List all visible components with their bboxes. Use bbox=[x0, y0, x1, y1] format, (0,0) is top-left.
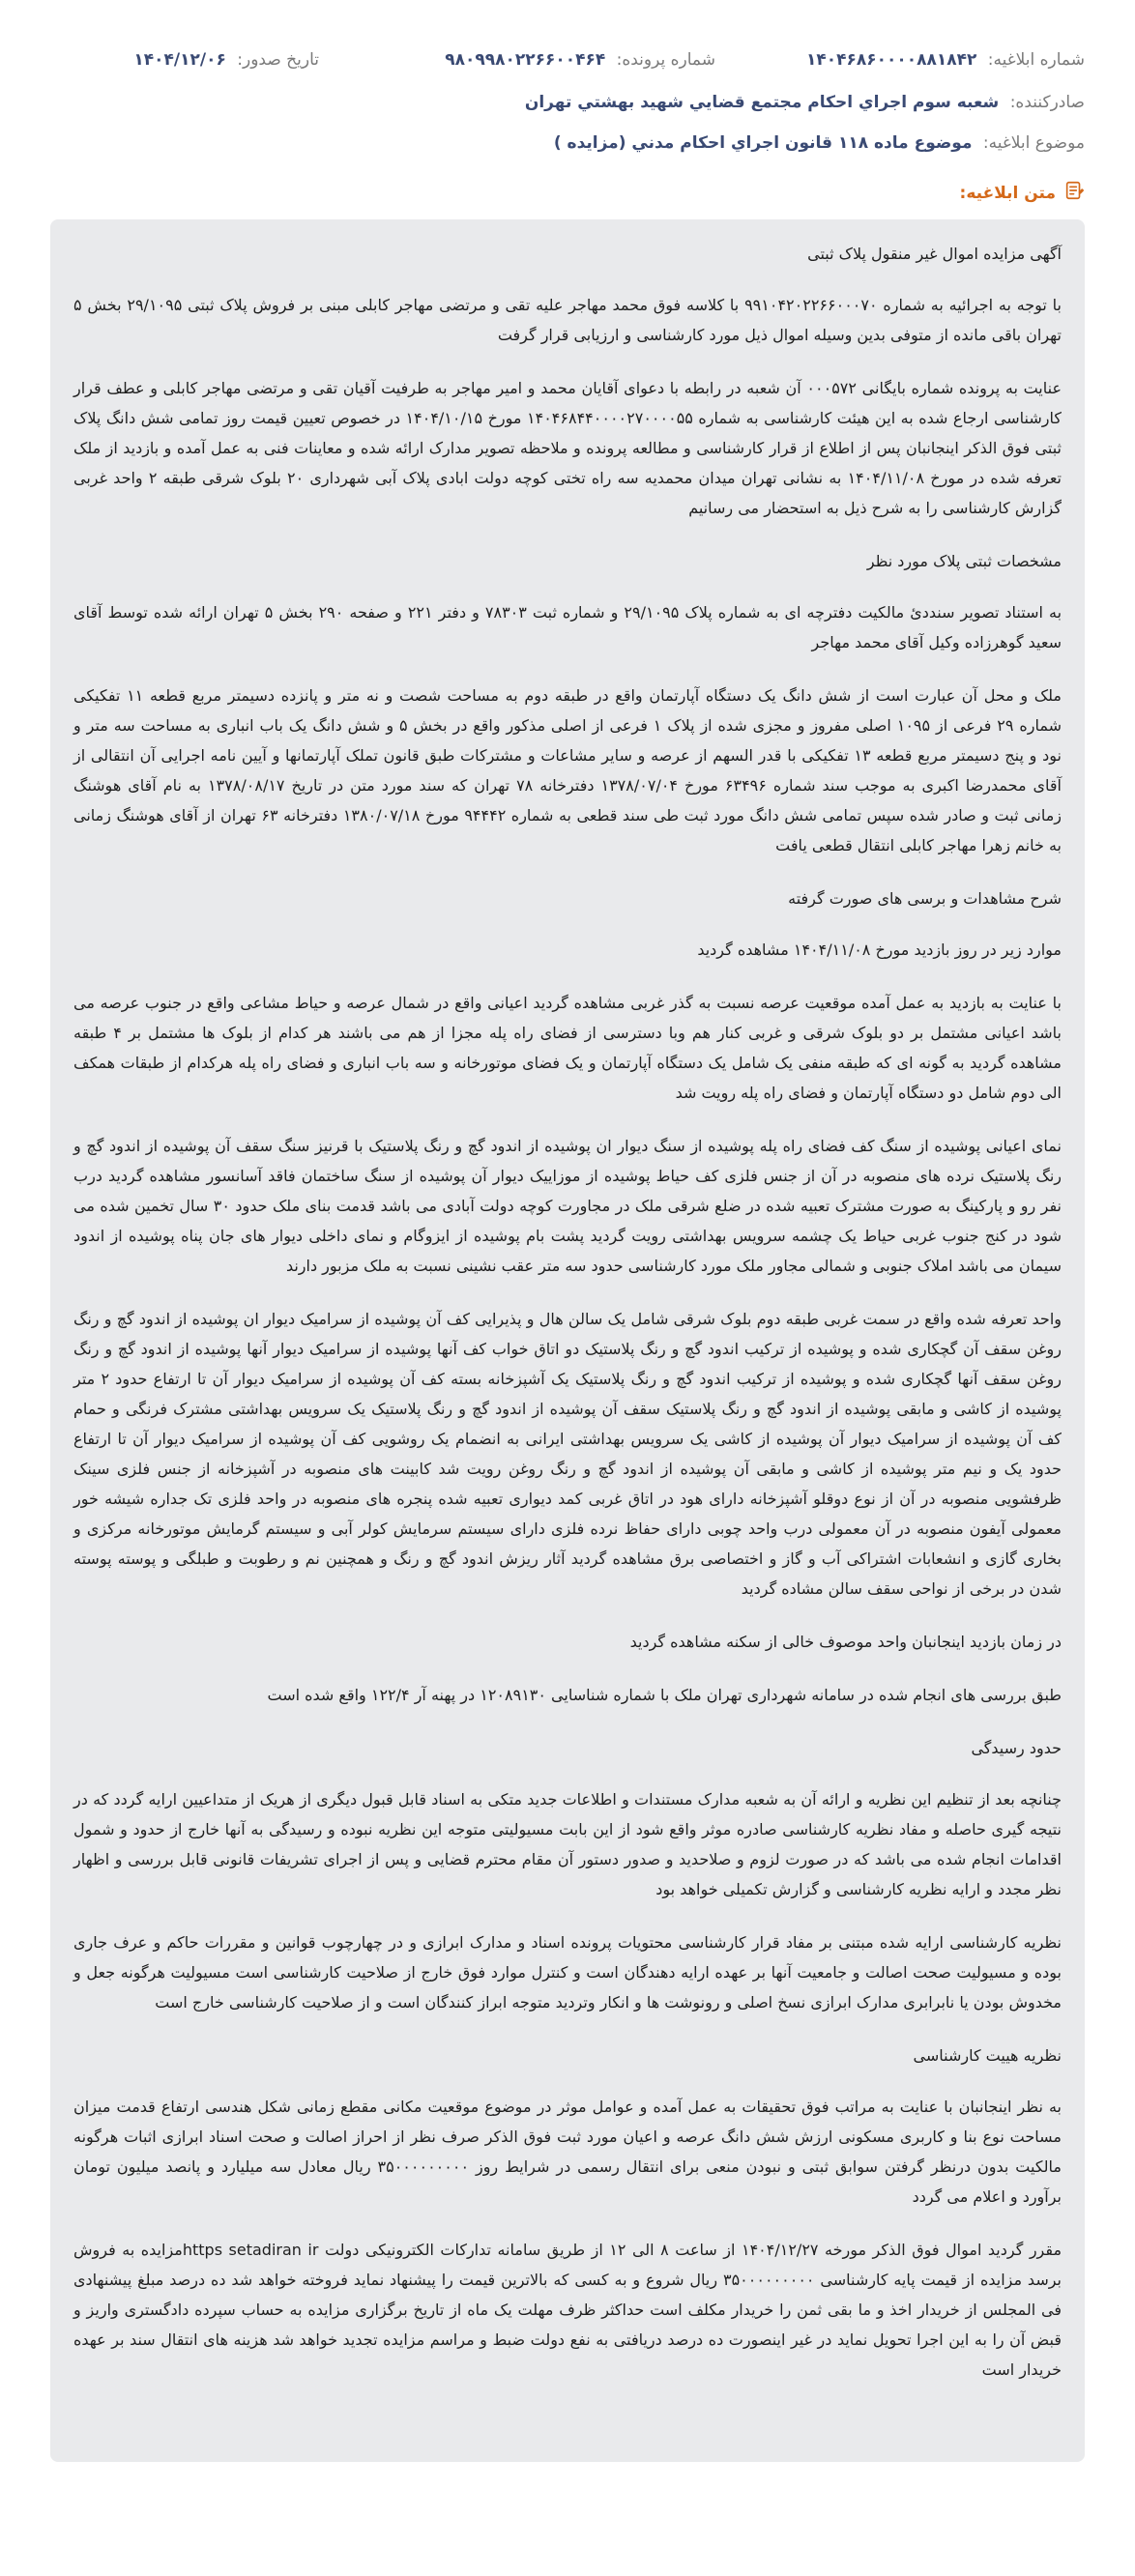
paragraph-title: آگهی مزایده اموال غیر منقول پلاک ثبتی bbox=[807, 245, 1062, 263]
issuer bbox=[50, 93, 1085, 112]
notice-body bbox=[50, 219, 1085, 2462]
paragraph: موارد زیر در روز بازدید مورخ ۱۴۰۴/۱۱/۰۸ مشاهده گردید bbox=[697, 941, 1062, 959]
paragraph: در زمان بازدید اینجانبان واحد موصوف خالی از سکنه مشاهده گردید bbox=[629, 1633, 1062, 1651]
paragraph: نظریه کارشناسی ارایه شده مبتنی بر مفاد قرار کارشناسی محتویات پرونده اسناد و مدارک ابرازی و در چهارچوب قوانین و مقررات حاکم و عرف جاری بوده و مسیولیت صحت اصالت و جامعیت آنها بر عهده ارایه دهندگان است و کنترل موارد فوق خارج از صلاحیت کارشناسی است مسیولیت هرگونه جعل و مخدوش بودن یا نابرابری مدارک ابرازی نسخ اصلی و رونوشت ها و انکار وتردید متوجه ابراز کنندگان است و از صلاحیت کارشناسی خارج است bbox=[73, 1933, 1062, 2012]
paragraph: ملک و محل آن عبارت است از شش دانگ یک دستگاه آپارتمان واقع در طبقه دوم به مساحت شصت و نه متر و پانزده دسیمتر مربع قطعه ۱۱ تفکیکی شماره ۲۹ فرعی از ۱۰۹۵ اصلی مفروز و مجزی شده از پلاک ۱ فرعی از اصلی مذکور واقع در بخش ۵ و شش دانگ یک باب انباری به مساحت سه متر و نود و پنج دسیمتر مربع قطعه ۱۳ تفکیکی با قدر السهم از عرصه و سایر مشاعات و مشترکات طبق قانون تملک آپارتمانها و آیین نامه اجرایی آن انتقالی از آقای محمدرضا اکبری به موجب سند شماره ۶۳۴۹۶ مورخ ۱۳۷۸/۰۷/۰۴ دفترخانه ۷۸ تهران که سند مورد متن در تاریخ ۱۳۷۸/۰۸/۱۷ به نام آقای هوشنگ زمانی ثبت و صادر شده سپس تمامی شش دانگ مورد ثبت طی سند قطعی به شماره ۹۴۴۴۲ مورخ ۱۳۸۰/۰۷/۱۸ دفترخانه ۶۳ تهران از آقای هوشنگ زمانی به خانم زهرا مهاجر کابلی انتقال قطعی یافت bbox=[73, 686, 1062, 854]
paragraph: چنانچه بعد از تنظیم این نظریه و ارائه آن به شعبه مدارک مستندات و اطلاعات جدید متکی به اسناد قابل قبول دیگری از هریک از متداعیین ارایه گردد که در نتیجه گیری حاصله و مفاد نظریه کارشناسی صادره موثر واقع شود از این بابت مسیولیتی متوجه این نظریه نبوده و رسیدگی به آنها خارج از حدود و شمول اقدامات انجام شده می باشد که در صورت لزوم و صلاحدید و صدور دستور آن مقام محترم قضایی و پس از اجرای تشریفات قانونی قابل بررسی و اظهار نظر مجدد و ارایه نظریه کارشناسی و گزارش تکمیلی خواهد بود bbox=[73, 1790, 1062, 1898]
paragraph: طبق بررسی های انجام شده در سامانه شهرداری تهران ملک با شماره شناسایی ۱۲۰۸۹۱۳۰ در پهنه آر ۱۲۲/۴ واقع شده است bbox=[267, 1686, 1062, 1704]
paragraph-heading: شرح مشاهدات و برسی های صورت گرفته bbox=[788, 889, 1062, 908]
subject bbox=[50, 133, 1085, 153]
document-icon bbox=[1063, 180, 1085, 206]
issuer-label: صادرکننده: bbox=[1009, 93, 1085, 112]
paragraph-heading: مشخصات ثبتی پلاک مورد نظر bbox=[866, 552, 1062, 570]
issuer-value: شعبه سوم اجراي احکام مجتمع قضايي شهيد بهشتي تهران bbox=[524, 93, 1000, 112]
paragraph: واحد تعرفه شده واقع در سمت غربی طبقه دوم بلوک شرقی شامل یک سالن هال و پذیرایی کف آن پوشیده از سرامیک دیوار ان پوشیده از اندود گچ و رنگ روغن سقف آن گچکاری شده و پوشیده از ترکیب اندود گچ و رنگ پلاستیک دو اتاق خواب کف آنها پوشیده از سرامیک دیوار آنها پوشیده از اندود گچ و رنگ روغن سقف آنها گچکاری شده و پوشیده از ترکیب اندود گچ و رنگ پلاستیک یک آشپزخانه بسته کف آن پوشیده از سرامیک دیوار آن تا ارتفاع حدود ۲ متر پوشیده از کاشی و مابقی پوشیده از اندود گچ و رنگ پلاستیک سقف آن پوشیده از اندود گچ و رنگ پلاستیک یک سرویس بهداشتی مشترک فرنگی و حمام کف آن پوشیده از سرامیک دیوار آن پوشیده از کاشی یک سرویس بهداشتی ایرانی به انضمام یک روشویی کف آن پوشیده از سرامیک دیوار آن تا ارتفاع حدود یک و نیم متر پوشیده از کاشی و مابقی آن پوشیده از اندود گچ و رنگ روغن رویت شد کابینت های منصوبه در آشپزخانه از جنس فلزی سینک ظرفشویی منصوبه در آن از نوع دوقلو آشپزخانه دارای هود در اتاق غربی کمد دیواری تعبیه شده پنجره های منصوبه در واحد فلزی تک جداره شیشه خور معمولی آیفون منصوبه در آن معمولی درب واحد چوبی دارای حفاظ نرده فلزی دارای سیستم سرمایش کولر آبی و سیستم گرمایش موتورخانه مرکزی و بخاری گازی و انشعابات اشتراکی آب و گاز و اختصاصی برق مشاهده گردید آثار ریزش اندود گچ و رنگ و همچنین نم و رطوبت و طبلگی و پوسته پوسته شدن در برخی از نواحی سقف سالن مشاده گردید bbox=[73, 1310, 1062, 1598]
case-number-label: شماره پرونده: bbox=[616, 50, 715, 70]
paragraph: با عنایت به بازدید به عمل آمده موقعیت عرصه نسبت به گذر غربی مشاهده گردید اعیانی واقع در شمال عرصه و حیاط مشاعی واقع در جنوب عرصه می باشد اعیانی مشتمل بر دو بلوک شرقی و غربی کنار هم وبا دسترسی از فضای راه پله مجزا از هم می باشند هر کدام از بلوک ها مشتمل بر ۴ طبقه مشاهده گردید به گونه ای که طبقه منفی یک شامل یک دستگاه آپارتمان و یک فضای موتورخانه و سه باب انباری و فضای راه پله هرکدام از طبقات همکف الی دوم شامل دو دستگاه آپارتمان و فضای راه پله رویت شد bbox=[73, 994, 1062, 1102]
paragraph: مقرر گردید اموال فوق الذکر مورخه ۱۴۰۴/۱۲/۲۷ از ساعت ۸ الی ۱۲ از طریق سامانه تدارکات الکترونیکی دولت https setadiran irمزایده به فروش برسد مزایده از قیمت پایه کارشناسی ۳۵۰۰۰۰۰۰۰۰۰ ریال شروع و به کسی که بالاترین قیمت را پیشنهاد نماید فروخته خواهد شد ده درصد مبلغ پیشنهادی فی المجلس از خریدار اخذ و ما بقی ثمن را خریدار مکلف است حداکثر ظرف مهلت یک ماه از تاریخ برگزاری مزایده به حساب سپرده دادگستری واریز و قبض آن را به این اجرا تحویل نماید در غیر اینصورت ده درصد دریافتی به نفع دولت ضبط و مراسم مزایده تجدید خواهد شد هزینه های انتقال سند بر عهده خریدار است bbox=[73, 2241, 1062, 2379]
case-number bbox=[319, 50, 715, 70]
paragraph: نمای اعیانی پوشیده از سنگ کف فضای راه پله پوشیده از سنگ دیوار ان پوشیده از اندود گچ و رنگ پلاستیک با قرنیز سنگ سقف آن پوشیده از اندود گچ و رنگ پلاستیک نرده های منصوبه در آن از جنس فلزی کف حیاط پوشیده از موزاییک دیوار آن پوشیده از سنگ ساختمان فاقد آسانسور مشاهده گردید درب نفر رو و پارکینگ به صورت مشترک تعبیه شده در ضلع شرقی ملک در مجاورت کوچه دولت آبادی می باشد قدمت بنای ملک حدود ۳۰ سال تخمین شده می شود در کنج جنوب غربی حیاط یک چشمه سرویس بهداشتی رویت گردید پشت بام پوشیده از ایزوگام و نمای داخلی دیوار های جان پناه پوشیده از اندود سیمان می باشد املاک جنوبی و شمالی مجاور ملک مورد کارشناسی حدود سه متر عقب نشینی نسبت به ملک مزبور دارند bbox=[73, 1137, 1062, 1275]
notice-text-heading bbox=[50, 180, 1085, 206]
issue-date-label: تاریخ صدور: bbox=[237, 50, 319, 70]
issue-date bbox=[133, 50, 319, 70]
case-number-value: ۹۸۰۹۹۸۰۲۲۶۶۰۰۴۶۴ bbox=[445, 50, 606, 70]
notice-number-value: ۱۴۰۴۶۸۶۰۰۰۰۸۸۱۸۴۲ bbox=[805, 50, 977, 70]
meta-row bbox=[50, 50, 1085, 70]
notice-number-label: شماره ابلاغیه: bbox=[987, 50, 1085, 70]
issue-date-value: ۱۴۰۴/۱۲/۰۶ bbox=[133, 50, 226, 70]
paragraph: به نظر اینجانبان با عنایت به مراتب فوق تحقیقات به عمل آمده و عوامل موثر در موضوع موقعیت مکانی مقطع زمانی شکل هندسی ارتفاع قدمت میزان مساحت نوع بنا و کاربری مسکونی ارزش شش دانگ عرصه و اعیان مورد ثبت فوق الذکر صرف نظر از احراز اصالت و صحت اسناد ابرازی اثبات هرگونه مالکیت بدون درنظر گرفتن سوابق ثبتی و نبودن منعی برای انتقال رسمی در شرایط روز ۳۵۰۰۰۰۰۰۰۰۰ ریال معادل سه میلیارد و پانصد میلیون تومان برآورد و اعلام می گردد bbox=[73, 2098, 1062, 2206]
paragraph: عنایت به پرونده شماره بایگانی ۰۰۰۵۷۲ آن شعبه در رابطه با دعوای آقایان محمد و امیر مهاجر به طرفیت آقیان تقی و مرتضی مهاجر کابلی و عطف قرار کارشناسی ارجاع شده به این هیئت کارشناسی به شماره ۱۴۰۴۶۸۴۴۰۰۰۰۲۷۰۰۰۰۵۵ مورخ ۱۴۰۴/۱۰/۱۵ در خصوص تعیین قیمت روز تمامی شش دانگ پلاک ثبتی فوق الذکر اینجانبان پس از اطلاع از قرار کارشناسی و مطالعه پرونده و ملاحظه تصویر مدارک ارائه شده و معاینات فنی به عمل آمده و بازدید از ملک تعرفه شده در مورخ ۱۴۰۴/۱۱/۰۸ به نشانی تهران میدان محمدیه سه راه تختی کوچه دولت ابادی پلاک آبی شهرداری ۲۰ بلوک شرقی طبقه ۲ واحد غربی گزارش کارشناسی را به شرح ذیل به استحضار می رسانیم bbox=[73, 379, 1062, 517]
subject-label: موضوع ابلاغیه: bbox=[982, 133, 1085, 153]
notice-text-title: متن ابلاغیه: bbox=[959, 183, 1056, 203]
paragraph: با توجه به اجرائیه به شماره ۹۹۱۰۴۲۰۲۲۶۶۰۰۰۷۰ با کلاسه فوق محمد مهاجر علیه تقی و مرتضی مهاجر کابلی مبنی بر فروش پلاک ثبتی ۲۹/۱۰۹۵ بخش ۵ تهران باقی مانده از متوفی بدین وسیله اموال ذیل مورد کارشناسی و ارزیابی قرار گرفت bbox=[73, 296, 1062, 344]
paragraph-heading: حدود رسیدگی bbox=[971, 1739, 1062, 1757]
paragraph: به استناد تصویر سنددئ مالکیت دفترچه ای به شماره پلاک ۲۹/۱۰۹۵ و شماره ثبت ۷۸۳۰۳ و دفتر ۲۲۱ و صفحه ۲۹۰ بخش ۵ تهران ارائه شده توسط آقای سعید گوهرزاده وکیل آقای محمد مهاجر bbox=[73, 603, 1062, 651]
paragraph-heading: نظریه هییت کارشناسی bbox=[913, 2046, 1062, 2065]
subject-value: موضوع ماده ۱۱۸ قانون اجراي احکام مدني (مزايده ) bbox=[553, 133, 973, 153]
notice-number bbox=[715, 50, 1085, 70]
